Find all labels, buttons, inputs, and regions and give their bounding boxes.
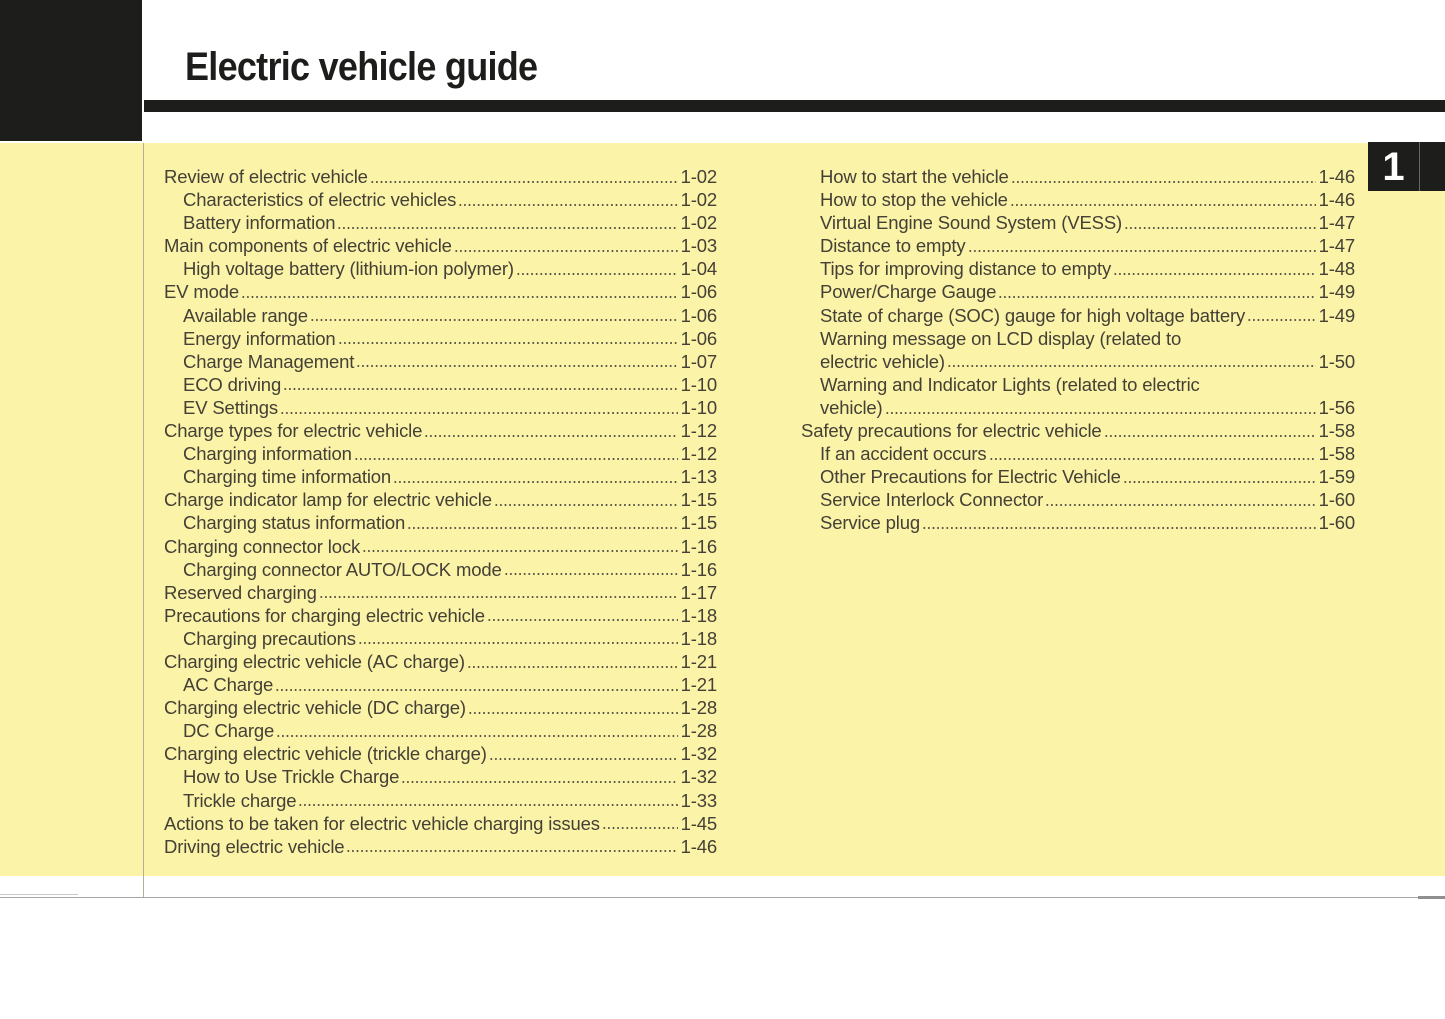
toc-entry-page: 1-59	[1318, 466, 1355, 488]
toc-entry[interactable]	[164, 650, 717, 673]
toc-entry-page: 1-33	[680, 789, 717, 811]
toc-entry-title: Precautions for charging electric vehicle	[164, 604, 485, 626]
toc-entry-page: 1-49	[1318, 281, 1355, 303]
toc-entry-page: 1-07	[680, 350, 717, 372]
toc-leader-dots	[467, 665, 678, 669]
toc-entry-page: 1-16	[680, 535, 717, 557]
toc-entry-page: 1-50	[1318, 350, 1355, 372]
toc-leader-dots	[1045, 503, 1315, 507]
toc-entry-page: 1-02	[680, 212, 717, 234]
toc-entry-title: Available range	[183, 304, 308, 326]
toc-entry-title: How to start the vehicle	[820, 166, 1009, 187]
toc-entry[interactable]	[801, 304, 1355, 327]
toc-entry-page: 1-32	[680, 743, 717, 765]
toc-leader-dots	[319, 595, 678, 599]
toc-leader-dots	[346, 849, 677, 853]
toc-entry[interactable]	[801, 280, 1355, 303]
toc-leader-dots	[1011, 180, 1316, 184]
toc-entry[interactable]	[801, 396, 1355, 419]
toc-entry[interactable]	[164, 165, 717, 188]
toc-entry-page: 1-02	[680, 166, 717, 187]
title-rule	[144, 100, 1445, 112]
toc-entry[interactable]	[801, 165, 1355, 188]
toc-entry-page: 1-21	[680, 650, 717, 672]
toc-leader-dots	[276, 734, 677, 738]
toc-entry-title: Charging connector lock	[164, 535, 361, 557]
toc-leader-dots	[424, 434, 677, 438]
toc-leader-dots	[338, 341, 678, 345]
toc-entry-title: Battery information	[183, 212, 336, 234]
toc-entry[interactable]	[164, 558, 717, 581]
toc-leader-dots	[1124, 226, 1316, 230]
toc-entry-title: Warning and Indicator Lights (related to electric	[820, 373, 1200, 395]
toc-entry-page: 1-12	[680, 443, 717, 465]
toc-entry-title: Actions to be taken for electric vehicle charging issues	[164, 812, 600, 834]
toc-leader-dots	[1123, 480, 1316, 484]
toc-entry-page: 1-49	[1318, 304, 1355, 326]
toc-entry-title: Safety precautions for electric vehicle	[801, 420, 1102, 442]
toc-entry-page: 1-32	[680, 766, 717, 788]
toc-entry-title: Distance to empty	[820, 235, 966, 257]
toc-leader-dots	[393, 480, 677, 484]
toc-entry-page: 1-21	[680, 674, 717, 696]
toc-entry[interactable]	[164, 719, 717, 742]
toc-column-right	[801, 165, 1355, 535]
toc-leader-dots	[1010, 203, 1316, 207]
toc-entry-title: ECO driving	[183, 373, 282, 395]
toc-entry[interactable]	[164, 419, 717, 442]
toc-leader-dots	[489, 757, 678, 761]
toc-entry[interactable]	[164, 188, 717, 211]
toc-entry[interactable]	[164, 673, 717, 696]
toc-entry-title: Charge types for electric vehicle	[164, 420, 423, 442]
toc-leader-dots	[275, 688, 677, 692]
toc-leader-dots	[1104, 434, 1316, 438]
toc-entry-title: Charge indicator lamp for electric vehicle	[164, 489, 492, 511]
toc-entry-page: 1-10	[680, 373, 717, 395]
toc-entry[interactable]	[164, 789, 717, 812]
toc-entry-title: Characteristics of electric vehicles	[183, 189, 457, 211]
toc-entry-page: 1-58	[1318, 443, 1355, 465]
toc-entry-page: 1-47	[1318, 235, 1355, 257]
toc-entry-title: Trickle charge	[183, 789, 297, 811]
toc-entry-title: Charging information	[183, 443, 352, 465]
toc-entry[interactable]	[801, 327, 1355, 350]
toc-leader-dots	[487, 618, 678, 622]
toc-entry[interactable]	[801, 234, 1355, 257]
toc-entry[interactable]	[164, 211, 717, 234]
toc-entry-title: Other Precautions for Electric Vehicle	[820, 466, 1121, 488]
toc-entry-title: How to Use Trickle Charge	[183, 766, 400, 788]
toc-entry-page: 1-28	[680, 697, 717, 719]
toc-entry-title: Tips for improving distance to empty	[820, 258, 1112, 280]
toc-entry[interactable]	[164, 373, 717, 396]
toc-entry[interactable]	[164, 396, 717, 419]
toc-entry-page: 1-56	[1318, 396, 1355, 418]
toc-entry[interactable]	[164, 742, 717, 765]
page-title: Electric vehicle guide	[185, 45, 538, 89]
toc-leader-dots	[602, 826, 678, 830]
toc-leader-dots	[283, 387, 677, 391]
toc-leader-dots	[885, 411, 1316, 415]
corner-block	[0, 0, 142, 141]
chapter-number: 1	[1382, 144, 1405, 189]
toc-entry-page: 1-58	[1318, 420, 1355, 442]
toc-entry[interactable]	[164, 581, 717, 604]
toc-entry[interactable]	[164, 627, 717, 650]
page-bottom-rule-end	[1418, 896, 1445, 899]
toc-entry-page: 1-10	[680, 396, 717, 418]
toc-entry-page: 1-18	[680, 627, 717, 649]
toc-entry-title: Main components of electric vehicle	[164, 235, 452, 257]
toc-entry-title: Reserved charging	[164, 581, 317, 603]
toc-entry-title: Power/Charge Gauge	[820, 281, 997, 303]
toc-entry[interactable]	[164, 350, 717, 373]
toc-entry-title: Service Interlock Connector	[820, 489, 1044, 511]
toc-entry-page: 1-45	[680, 812, 717, 834]
toc-leader-dots	[1113, 272, 1316, 276]
toc-entry-title: Charge Management	[183, 350, 355, 372]
toc-leader-dots	[998, 295, 1315, 299]
margin-divider-line	[143, 143, 144, 897]
toc-entry-title: Charging electric vehicle (DC charge)	[164, 697, 466, 719]
toc-entry-page: 1-18	[680, 604, 717, 626]
toc-entry-title: Driving electric vehicle	[164, 835, 345, 857]
toc-leader-dots	[370, 180, 678, 184]
toc-entry[interactable]	[801, 419, 1355, 442]
toc-leader-dots	[989, 457, 1316, 461]
toc-entry[interactable]	[164, 280, 717, 303]
toc-entry-page: 1-04	[680, 258, 717, 280]
toc-entry-title: AC Charge	[183, 674, 274, 696]
toc-entry[interactable]	[801, 350, 1355, 373]
toc-leader-dots	[516, 272, 678, 276]
toc-entry-page: 1-15	[680, 489, 717, 511]
toc-entry[interactable]	[164, 696, 717, 719]
toc-entry[interactable]	[801, 188, 1355, 211]
toc-entry-page: 1-48	[1318, 258, 1355, 280]
toc-leader-dots	[1247, 318, 1315, 322]
toc-entry-title: If an accident occurs	[820, 443, 987, 465]
toc-column-left	[164, 165, 717, 858]
toc-leader-dots	[354, 457, 678, 461]
toc-leader-dots	[407, 526, 677, 530]
toc-entry-page: 1-06	[680, 281, 717, 303]
toc-leader-dots	[468, 711, 678, 715]
toc-entry-page: 1-46	[680, 835, 717, 857]
toc-entry[interactable]	[164, 812, 717, 835]
toc-leader-dots	[494, 503, 678, 507]
toc-leader-dots	[310, 318, 678, 322]
toc-entry[interactable]	[164, 604, 717, 627]
toc-entry-title: Charging electric vehicle (trickle charge)	[164, 743, 487, 765]
toc-entry-title: Warning message on LCD display (related to	[820, 327, 1182, 349]
toc-entry-page: 1-06	[680, 304, 717, 326]
toc-entry-title: Charging time information	[183, 466, 392, 488]
toc-entry[interactable]	[164, 327, 717, 350]
toc-leader-dots	[458, 203, 677, 207]
toc-entry[interactable]	[801, 511, 1355, 534]
toc-entry-title: State of charge (SOC) gauge for high voltage battery	[820, 304, 1246, 326]
toc-entry[interactable]	[164, 835, 717, 858]
toc-entry-title: How to stop the vehicle	[820, 189, 1008, 211]
page-bottom-rule	[0, 897, 1445, 898]
toc-entry[interactable]	[164, 488, 717, 511]
toc-entry-title: EV mode	[164, 281, 240, 303]
toc-entry[interactable]	[801, 442, 1355, 465]
toc-leader-dots	[298, 803, 677, 807]
toc-entry[interactable]	[164, 257, 717, 280]
toc-entry-title: electric vehicle)	[820, 350, 945, 372]
toc-entry[interactable]	[801, 257, 1355, 280]
toc-entry-page: 1-12	[680, 420, 717, 442]
toc-entry[interactable]	[801, 465, 1355, 488]
toc-entry[interactable]	[164, 465, 717, 488]
toc-entry-page: 1-03	[680, 235, 717, 257]
toc-leader-dots	[401, 780, 677, 784]
page-edge-mark	[0, 894, 78, 895]
toc-entry-title: vehicle)	[820, 396, 883, 418]
toc-entry-page: 1-17	[680, 581, 717, 603]
toc-entry-title: EV Settings	[183, 396, 279, 418]
toc-entry[interactable]	[164, 765, 717, 788]
toc-entry-page: 1-15	[680, 512, 717, 534]
toc-leader-dots	[358, 641, 678, 645]
toc-entry[interactable]	[801, 211, 1355, 234]
toc-leader-dots	[504, 572, 678, 576]
toc-leader-dots	[356, 364, 677, 368]
toc-entry[interactable]	[164, 442, 717, 465]
toc-entry-page: 1-46	[1318, 189, 1355, 211]
toc-entry-page: 1-02	[680, 189, 717, 211]
toc-entry-title: Charging connector AUTO/LOCK mode	[183, 558, 502, 580]
toc-entry[interactable]	[164, 511, 717, 534]
chapter-tab[interactable]	[1368, 142, 1445, 191]
toc-entry[interactable]	[164, 304, 717, 327]
toc-entry-title: Charging electric vehicle (AC charge)	[164, 650, 465, 672]
toc-entry-page: 1-60	[1318, 512, 1355, 534]
toc-entry-title: Review of electric vehicle	[164, 166, 368, 187]
tab-divider-line	[1419, 142, 1420, 191]
toc-leader-dots	[454, 249, 678, 253]
toc-leader-dots	[362, 549, 678, 553]
toc-entry-page: 1-46	[1318, 166, 1355, 187]
toc-entry-title: Virtual Engine Sound System (VESS)	[820, 212, 1123, 234]
toc-entry[interactable]	[164, 234, 717, 257]
toc-entry-title: Charging precautions	[183, 627, 356, 649]
toc-entry-page: 1-60	[1318, 489, 1355, 511]
toc-entry-title: Energy information	[183, 327, 336, 349]
toc-entry-page: 1-16	[680, 558, 717, 580]
toc-leader-dots	[947, 364, 1316, 368]
toc-entry-page: 1-28	[680, 720, 717, 742]
toc-entry-title: Service plug	[820, 512, 921, 534]
toc-leader-dots	[337, 226, 677, 230]
toc-entry-page: 1-06	[680, 327, 717, 349]
toc-entry[interactable]	[164, 535, 717, 558]
toc-entry[interactable]	[801, 373, 1355, 396]
toc-entry-title: High voltage battery (lithium-ion polymer)	[183, 258, 514, 280]
toc-leader-dots	[968, 249, 1316, 253]
toc-leader-dots	[280, 411, 678, 415]
toc-entry-page: 1-47	[1318, 212, 1355, 234]
toc-entry[interactable]	[801, 488, 1355, 511]
toc-entry-page: 1-13	[680, 466, 717, 488]
toc-leader-dots	[241, 295, 678, 299]
toc-leader-dots	[922, 526, 1316, 530]
toc-entry-title: Charging status information	[183, 512, 406, 534]
toc-entry-title: DC Charge	[183, 720, 275, 742]
